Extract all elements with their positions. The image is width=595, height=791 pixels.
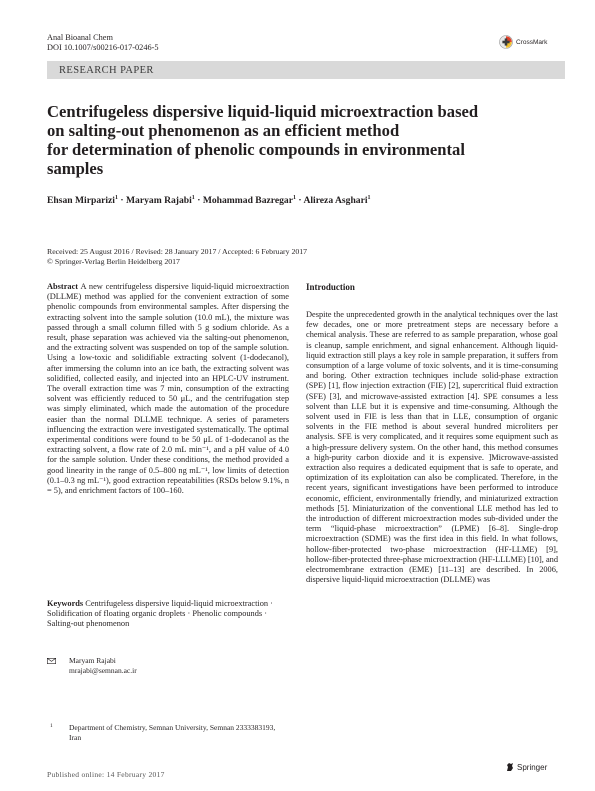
crossmark-icon [499, 35, 513, 49]
affiliation-number: 1 [50, 723, 53, 729]
history-dates: Received: 25 August 2016 / Revised: 28 January 2017 / Accepted: 6 February 2017 [47, 247, 308, 256]
affiliation-text: Department of Chemistry, Semnan University, Semnan 2333383193, Iran [69, 723, 276, 742]
author-separator: · [298, 195, 304, 207]
journal-name: Anal Bioanal Chem [47, 33, 113, 42]
introduction-heading: Introduction [306, 282, 355, 292]
author-separator: · [197, 195, 203, 207]
corresponding-author-name: Maryam Rajabi [69, 656, 116, 665]
abstract-heading: Abstract [47, 282, 79, 291]
author-list [47, 195, 547, 206]
article-type-banner [47, 61, 565, 79]
crossmark-label: CrossMark [516, 38, 548, 46]
author-affiliation-marker: 1 [191, 195, 195, 201]
article-title [47, 102, 527, 178]
springer-horse-icon [505, 762, 515, 772]
author-name[interactable]: Alireza Asghari [303, 195, 368, 207]
keywords-text: Centrifugeless dispersive liquid-liquid microextraction · Solidification of floating organic droplets · Phenolic compounds · Salting-out phenomenon [47, 599, 273, 629]
corresponding-author-email[interactable]: mrajabi@semnan.ac.ir [69, 666, 137, 675]
author-affiliation-marker: 1 [367, 195, 371, 201]
introduction-text: Despite the unprecedented growth in the analytical techniques over the last few decades, one or more pretreatment steps are necessary before a chemical analysis. These are referred to as sample preparation, whose goal is cleanup, sample enrichment, and signal enhancement. Although liquid-liquid extraction still plays a key role in sample preparation, it suffers from consumption of a large volume of toxic solvents, and it is time-consuming and boring. Other extraction techniques include solid-phase extraction (SPE) [1], flow injection extraction (FIE) [2], supercritical fluid extraction (SFE) [3], and microwave-assisted extraction [4]. SPE consumes a less solvent than LLE but it is expensive and time-consuming. Although the solvent used in FIE is less than that in LLE, consumption of organic solvents in the FIE method is about several hundred microliters per analysis. SFE is very complicated, and it requires some equipment such as a high-pressure delivery system. On the other hand, this method consumes a high-purity carbon dioxide and it is expensive. ]Microwave-assisted extraction also requires a dedicated equipment that is safe to operate, and optimization of its exploitation can also be complicated. Therefore, in the recent years, significant investigations have been performed to introduce economic, efficient, environmentally friendly, and miniaturized extraction methods [5]. Miniaturization of the conventional LLE method has led to the introduction of different microextraction modes sub-divided under the term “liquid-phase microextraction” (LPME) [6–8]. Single-drop microextraction (SDME) was the first idea in this field. In what follows, hollow-fiber-protected two-phase microextraction (HF-LLME) [9], hollow-fiber-protected three-phase microextraction (HF-LLLME) [10], and electromembrane extraction (EME) [11–13] are described. In 2006, dispersive liquid-liquid microextraction (DLLME) was [306, 310, 558, 585]
article-dates [47, 247, 547, 267]
abstract-text: A new centrifugeless dispersive liquid-liquid microextraction (DLLME) method was applied for the convenient extraction of some phenolic compounds from environmental samples. After dispersing the extracting solvent into the sample solution (10.0 mL), the mixture was passed through a small column filled with 5 g sodium chloride. As a result, phase separation was achieved via the salting-out phenomenon, and the extracting solvent was suspended on top of the sample solution. Using a low-toxic and solidifiable extracting solvent (1-dodecanol), after immersing the column into an ice bath, the extracting solvent was solidified, collected easily, and injected into an HPLC-UV instrument. The overall extraction time was 7 min, consumption of the extracting solvent was efficiently reduced to 50 μL, and the centrifugation step was simply eliminated, which made the automation of the procedure easier than the normal DLLME technique. A series of parameters influencing the extraction were investigated systematically. The optimal experimental conditions were found to be 50 μL of 1-dodecanol as the extracting solvent, a flow rate of 2.0 mL min⁻¹, and a pH value of 4.0 for the sample solution. Under these conditions, the method provided a good linearity in the range of 0.5–800 ng mL⁻¹, low limits of detection (0.1–0.3 ng mL⁻¹), good extraction repeatabilities (RSDs below 9.1%, n = 5), and enrichment factors of 100–160. [47, 282, 289, 496]
publisher-name: Springer [517, 762, 548, 772]
crossmark-badge[interactable] [499, 35, 569, 49]
author-name[interactable]: Ehsan Mirparizi [47, 195, 115, 207]
published-online: Published online: 14 February 2017 [47, 770, 165, 779]
keywords [47, 599, 289, 630]
article-type-label: RESEARCH PAPER [59, 64, 154, 76]
keywords-heading: Keywords [47, 599, 84, 608]
copyright-line: © Springer-Verlag Berlin Heidelberg 2017 [47, 257, 180, 266]
introduction-section [306, 282, 558, 585]
publisher-logo [505, 762, 547, 772]
title-line: samples [47, 159, 104, 178]
title-line: Centrifugeless dispersive liquid-liquid microextraction based [47, 102, 479, 121]
doi[interactable]: DOI 10.1007/s00216-017-0246-5 [47, 43, 159, 52]
author-separator: · [120, 195, 126, 207]
title-line: for determination of phenolic compounds in environmental [47, 140, 465, 159]
title-line: on salting-out phenomenon as an efficient method [47, 121, 400, 140]
abstract [47, 282, 289, 496]
author-affiliation-marker: 1 [114, 195, 118, 201]
author-name[interactable]: Mohammad Bazregar [202, 195, 293, 207]
author-name[interactable]: Maryam Rajabi [125, 195, 192, 207]
envelope-icon [47, 658, 56, 664]
author-affiliation-marker: 1 [292, 195, 296, 201]
